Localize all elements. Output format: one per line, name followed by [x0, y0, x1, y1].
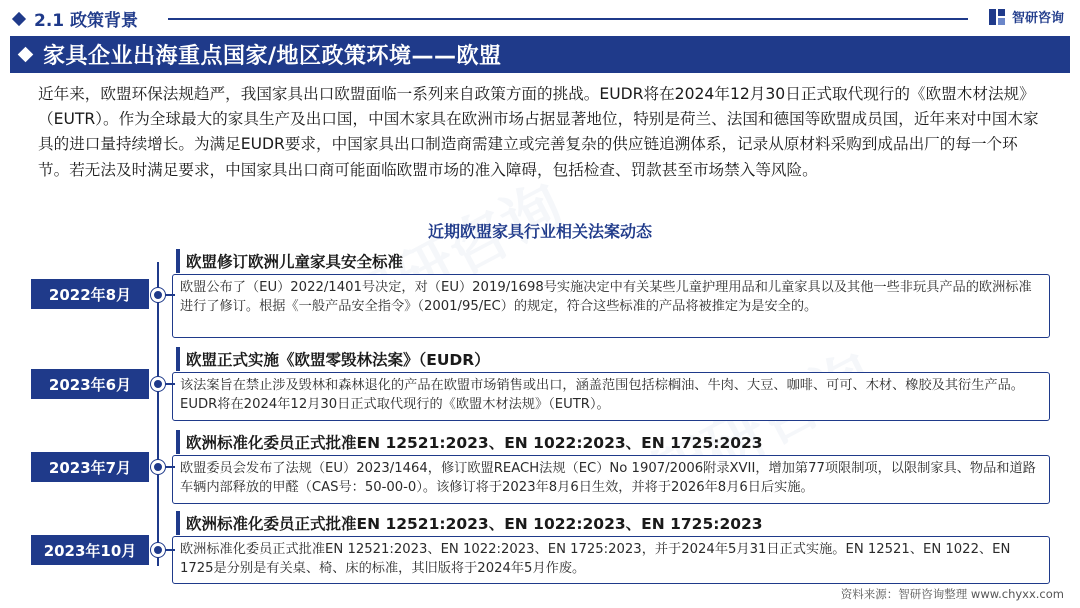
timeline-dot — [151, 460, 165, 474]
page-title-banner — [10, 36, 1070, 73]
timeline-item-title: 欧洲标准化委员正式批准EN 12521:2023、EN 1022:2023、EN 1725:2023 — [176, 511, 1050, 535]
timeline-title: 近期欧盟家具行业相关法案动态 — [427, 222, 652, 241]
brand-mark-icon — [988, 8, 1006, 26]
timeline-dot — [151, 288, 165, 302]
timeline-item-body: 欧洲标准化委员正式批准EN 12521:2023、EN 1022:2023、EN 1725:2023，并于2024年5月31日正式实施。EN 12521、EN 1022、EN 1725是分别是有关桌、椅、床的标准，其旧版将于2024年5月作废。 — [172, 536, 1050, 584]
timeline-item-title: 欧盟正式实施《欧盟零毁林法案》（EUDR） — [176, 347, 1050, 371]
diamond-icon — [12, 11, 26, 25]
page-title: 家具企业出海重点国家/地区政策环境——欧盟 — [43, 44, 502, 69]
timeline-date: 2023年6月 — [31, 369, 149, 399]
timeline-date: 2022年8月 — [31, 279, 149, 309]
section-title — [14, 6, 138, 31]
top-bar — [0, 0, 1080, 34]
timeline-date: 2023年10月 — [31, 535, 149, 565]
brand-logo — [988, 7, 1064, 26]
section-title-text: 2.1 政策背景 — [34, 11, 139, 31]
intro-paragraph: 近年来，欧盟环保法规趋严，我国家具出口欧盟面临一系列来自政策方面的挑战。EUDR将在2024年12月30日正式取代现行的《欧盟木材法规》（EUTR）。作为全球最大的家具生产及出口国，中国木家具在欧洲市场占据显著地位，特别是荷兰、法国和德国等欧盟成员国，近年来对中国木家具的进口量持续增长。为满足EUDR要求，中国家具出口制造商需建立或完善复杂的供应链追溯体系，记录从原材料采购到成品出厂的每一个环节。若无法及时满足要求，中国家具出口商可能面临欧盟市场的准入障碍，包括检查、罚款甚至市场禁入等风险。 — [38, 85, 1039, 179]
timeline-item-title: 欧洲标准化委员正式批准EN 12521:2023、EN 1022:2023、EN 1725:2023 — [176, 430, 1050, 454]
source-footnote: 资料来源：智研咨询整理 www.chyxx.com — [840, 587, 1064, 601]
divider — [168, 18, 968, 20]
timeline-item-body: 欧盟委员会发布了法规（EU）2023/1464，修订欧盟REACH法规（EC）No 1907/2006附录XVII，增加第77项限制项，以限制家具、物品和道路车辆内部释放的甲醛（CAS号：50-00-0）。该修订将于2023年8月6日生效，并将于2026年8月6日后实施。 — [172, 455, 1050, 504]
timeline-item-title: 欧盟修订欧洲儿童家具安全标准 — [176, 249, 1050, 273]
timeline-dot — [151, 377, 165, 391]
diamond-icon — [18, 47, 34, 63]
timeline-dot — [151, 543, 165, 557]
brand-name: 智研咨询 — [1011, 11, 1064, 26]
timeline-date: 2023年7月 — [31, 452, 149, 482]
timeline-item-body: 该法案旨在禁止涉及毁林和森林退化的产品在欧盟市场销售或出口，涵盖范围包括棕榈油、牛肉、大豆、咖啡、可可、木材、橡胶及其衍生产品。EUDR将在2024年12月30日正式取代现行的《欧盟木材法规》（EUTR）。 — [172, 372, 1050, 421]
timeline-axis — [157, 262, 159, 566]
timeline-item-body: 欧盟公布了（EU）2022/1401号决定，对（EU）2019/1698号实施决定中有关某些儿童护理用品和儿童家具以及其他一些非玩具产品的欧洲标准进行了修订。根据《一般产品安全指令》（2001/95/EC）的规定，符合这些标准的产品将被推定为是安全的。 — [172, 274, 1050, 338]
